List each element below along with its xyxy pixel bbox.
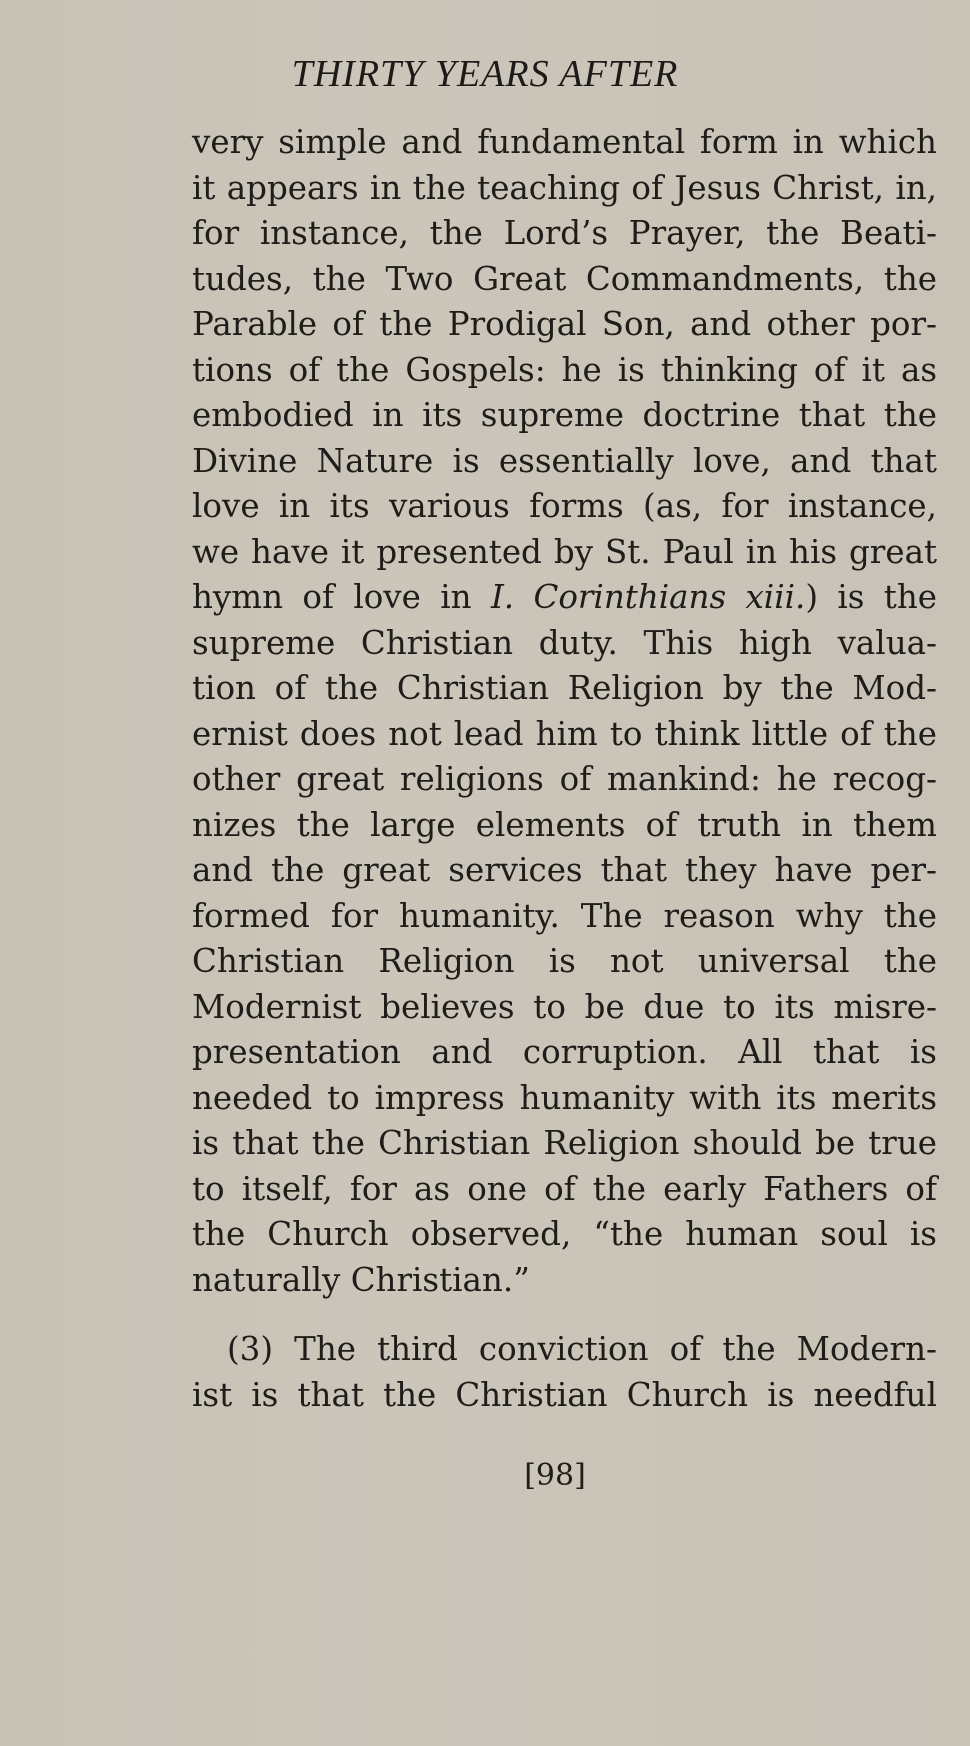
text-line: ernist does not lead him to think little of the [192,714,937,753]
text-line: Divine Nature is essentially love, and that [192,441,937,480]
text-line: tion of the Christian Religion by the Mod- [192,669,937,707]
body-text [192,120,937,1418]
text-line: Parable of the Prodigal Son, and other por- [192,305,937,343]
text-line: the Church observed, “the human soul is [192,1215,937,1253]
text-line: to itself, for as one of the early Fathers of [192,1169,937,1208]
text-line: embodied in its supreme doctrine that the [192,396,937,434]
text-line: naturally Christian.” [192,1260,530,1299]
text-line: Christian Religion is not universal the [192,942,937,980]
text-line: tions of the Gospels: he is thinking of it as [192,350,937,389]
text-segment: hymn of love in [192,578,491,616]
text-line: ist is that the Christian Church is needful [192,1375,937,1414]
text-line: needed to impress humanity with its merits [192,1078,937,1117]
text-line-with-citation [192,575,937,621]
text-line: supreme Christian duty. This high valua- [192,623,937,662]
text-line: very simple and fundamental form in which [192,123,937,161]
text-line: we have it presented by St. Paul in his great [192,532,937,571]
text-segment: ) is the [805,578,938,616]
text-line: presentation and corruption. All that is [192,1033,937,1071]
text-line: it appears in the teaching of Jesus Christ, in, [192,168,937,207]
paragraph-2 [192,1327,937,1418]
running-header: THIRTY YEARS AFTER [291,53,679,95]
text-line: and the great services that they have per- [192,851,937,889]
text-line: nizes the large elements of truth in them [192,805,937,844]
text-line: (3) The third conviction of the Modern- [227,1330,937,1368]
text-line: formed for humanity. The reason why the [192,896,937,935]
paragraph-1 [192,120,937,1303]
text-line: for instance, the Lord’s Prayer, the Beati- [192,214,937,252]
paragraph-gap [192,1303,937,1327]
text-line: is that the Christian Religion should be true [192,1124,937,1162]
text-line: other great religions of mankind: he recog- [192,760,937,798]
page-number: [98] [524,1458,586,1493]
text-line: love in its various forms (as, for instance, [192,487,937,525]
citation-italic: I. Corinthians xiii. [490,578,806,616]
text-line: Modernist believes to be due to its misre- [192,987,937,1026]
text-line: tudes, the Two Great Commandments, the [192,259,937,298]
